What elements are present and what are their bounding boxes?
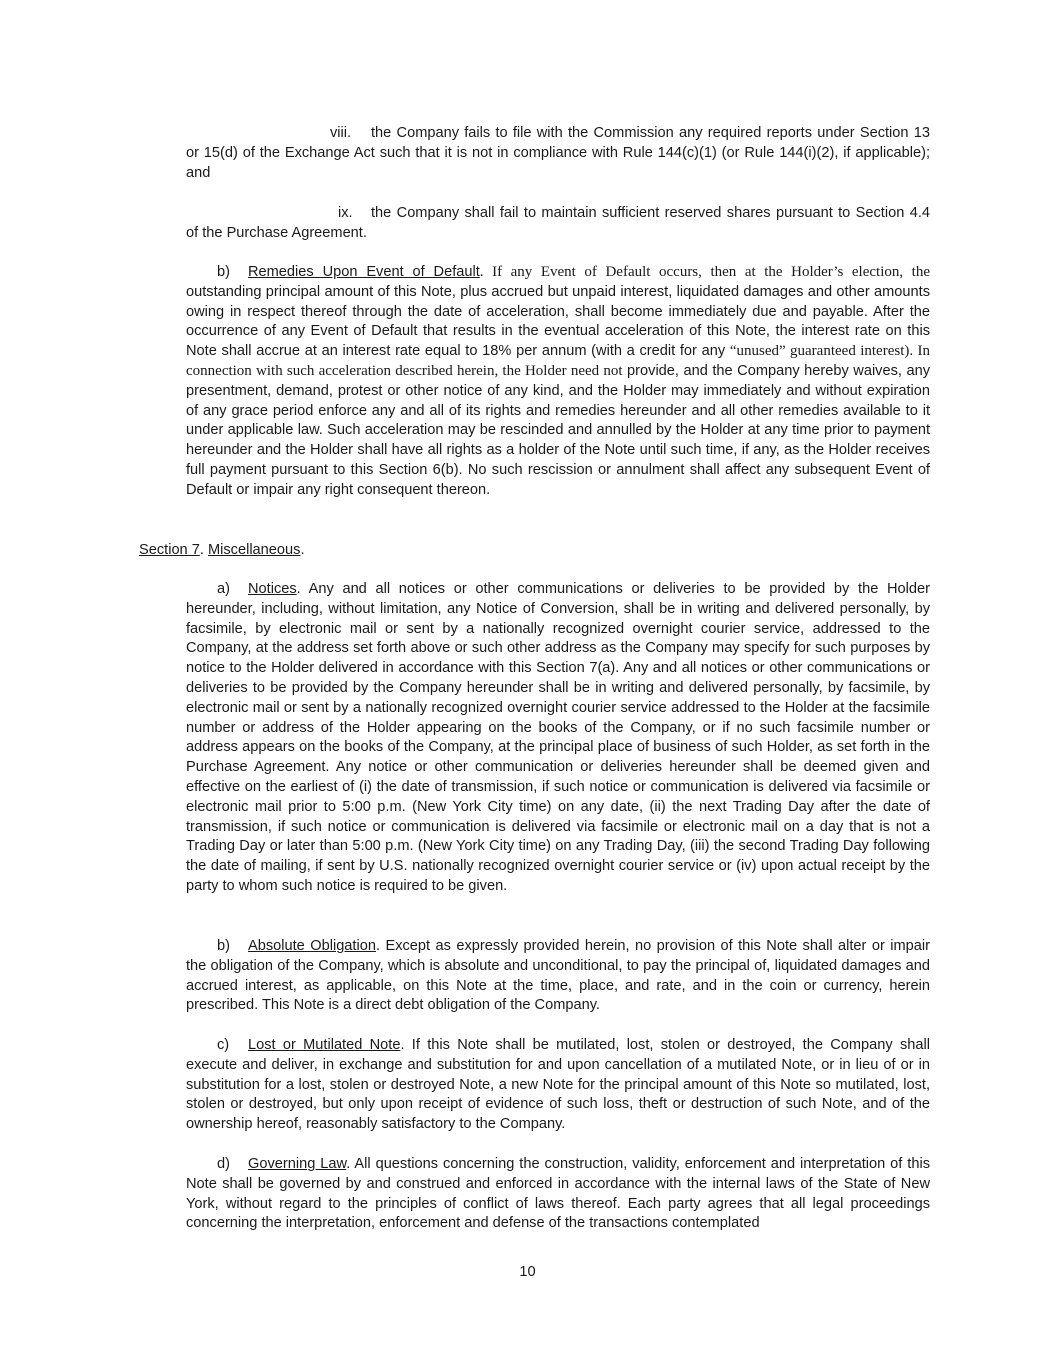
paragraph-lost-note xyxy=(186,1036,930,1135)
paragraph-heading: Remedies Upon Event of Default xyxy=(248,264,480,280)
paragraph-marker: c) xyxy=(217,1037,230,1053)
clause-text: the Company fails to file with the Commission any required reports under Section 13 or 15(d) of the Exchange Act such that it is not in compliance with Rule 144(c)(1) (or Rule 144(i)(2), if applicable); and xyxy=(186,125,930,181)
paragraph-heading: Notices xyxy=(248,581,297,597)
paragraph-text: outstanding principal amount of this Note, plus accrued but unpaid interest, liquidated damages and other amounts owing in respect thereof through the date of acceleration, shall become immediately due and payable. After the occurrence of any Event of Default that results in the eventual acceleration of this Note, the interest rate on this Note shall accrue at an interest rate equal to 18% per annum (with a credit for any xyxy=(186,283,930,360)
paragraph-heading: Governing Law xyxy=(248,1156,347,1172)
section-title: Miscellaneous xyxy=(207,542,301,558)
paragraph-marker: a) xyxy=(217,581,230,597)
paragraph-text-serif: “unused” guaranteed interest). In connection with such acceleration described herein, the Holder need not xyxy=(186,343,930,379)
clause-text: the Company shall fail to maintain sufficient reserved shares pursuant to Section 4.4 of the Purchase Agreement. xyxy=(186,205,930,241)
paragraph-notices xyxy=(186,580,930,897)
paragraph-text: . If this Note shall be mutilated, lost, stolen or destroyed, the Company shall execute and deliver, in exchange and substitution for and upon cancellation of a mutilated Note, or in lieu of or in substitution for a lost, stolen or destroyed Note, a new Note for the principal amount of this Note so mutilated, lost, stolen or destroyed, but only upon receipt of evidence of such loss, theft or destruction of such Note, and of the ownership hereof, reasonably satisfactory to the Company. xyxy=(186,1037,930,1133)
paragraph-heading: Absolute Obligation xyxy=(248,938,376,954)
clause-marker: ix. xyxy=(338,205,353,221)
clause-viii xyxy=(186,124,930,183)
clause-ix xyxy=(186,204,930,244)
paragraph-remedies xyxy=(186,263,930,501)
section-separator: . xyxy=(199,542,208,558)
paragraph-marker: b) xyxy=(217,938,230,954)
section-heading xyxy=(139,541,305,561)
paragraph-text: . Except as expressly provided herein, no provision of this Note shall alter or impair the obligation of the Company, which is absolute and unconditional, to pay the principal of, liquidated damages and accrued interest, as applicable, on this Note at the time, place, and rate, and in the coin or currency, herein prescribed. This Note is a direct debt obligation of the Company. xyxy=(186,938,931,1014)
paragraph-heading: Lost or Mutilated Note xyxy=(248,1037,401,1053)
page-number: 10 xyxy=(519,1264,536,1280)
section-number: Section 7 xyxy=(139,542,200,558)
clause-marker: viii. xyxy=(330,125,352,141)
paragraph-text: provide, and the Company hereby waives, any presentment, demand, protest or other notice of any kind, and the Holder may immediately and without expiration of any grace period enforce any and all of its rights and remedies hereunder and all other remedies available to it under applicable law. Such acceleration may be rescinded and annulled by the Holder at any time prior to payment hereunder and the Holder shall have all rights as a holder of the Note until such time, if any, as the Holder receives full payment pursuant to this Section 6(b). No such rescission or annulment shall affect any subsequent Event of Default or impair any right consequent thereon. xyxy=(186,362,931,498)
paragraph-text: . All questions concerning the construction, validity, enforcement and interpretation of this Note shall be governed by and construed and enforced in accordance with the internal laws of the State of New York, without regard to the principles of conflict of laws thereof. Each party agrees that all legal proceedings concerning the interpretation, enforcement and defense of the transactions contemplated xyxy=(186,1156,930,1232)
paragraph-text-serif: . If any Event of Default occurs, then at the Holder’s election, the xyxy=(479,264,930,280)
paragraph-marker: b) xyxy=(217,264,230,280)
section-end: . xyxy=(300,542,305,558)
paragraph-governing-law xyxy=(186,1155,930,1234)
paragraph-marker: d) xyxy=(217,1156,230,1172)
paragraph-text: . Any and all notices or other communications or deliveries to be provided by the Holder hereunder, including, without limitation, any Notice of Conversion, shall be in writing and delivered personally, by facsimile, by electronic mail or sent by a nationally recognized overnight courier service, addressed to the Company, at the address set forth above or such other address as the Company may specify for such purposes by notice to the Holder delivered in accordance with this Section 7(a). Any and all notices or other communications or deliveries to be provided by the Company hereunder shall be in writing and delivered personally, by facsimile, by electronic mail or sent by a nationally recognized overnight courier service addressed to the Holder at the facsimile number or address of the Holder appearing on the books of the Company, or if no such facsimile number or address appears on the books of the Company, at the principal place of business of such Holder, as set forth in the Purchase Agreement. Any notice or other communication or deliveries hereunder shall be deemed given and effective on the earliest of (i) the date of transmission, if such notice or communication is delivered via facsimile or electronic mail prior to 5:00 p.m. (New York City time) on any date, (ii) the next Trading Day after the date of transmission, if such notice or communication is delivered via facsimile or electronic mail on a day that is not a Trading Day or later than 5:00 p.m. (New York City time) on any Trading Day, (iii) the second Trading Day following the date of mailing, if sent by U.S. nationally recognized overnight courier service or (iv) upon actual receipt by the party to whom such notice is required to be given. xyxy=(186,581,930,894)
paragraph-absolute-obligation xyxy=(186,937,930,1016)
